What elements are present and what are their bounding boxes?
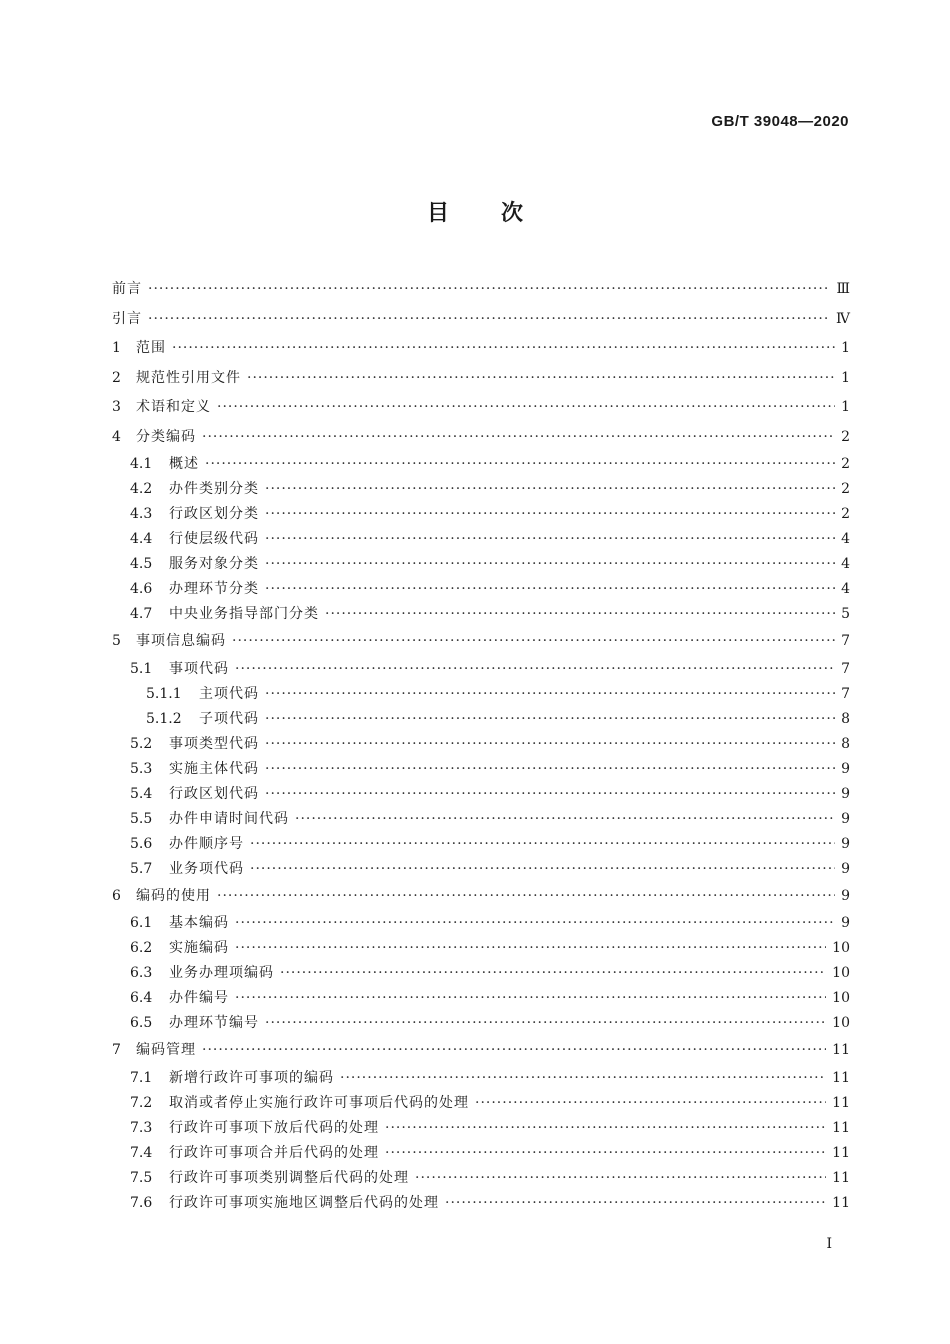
toc-entry-title: 基本编码 (169, 915, 229, 931)
toc-entry[interactable] (112, 911, 850, 936)
toc-entry[interactable] (112, 602, 850, 627)
toc-entry-title: 引言 (112, 310, 142, 327)
toc-entry-page: 11 (832, 1119, 850, 1136)
toc-entry[interactable] (112, 275, 850, 305)
toc-entry-page: 11 (832, 1094, 850, 1111)
toc-entry-number: 4.2 (130, 481, 153, 497)
toc-leader-dots (280, 961, 826, 986)
toc-leader-dots (265, 1011, 826, 1036)
toc-entry[interactable] (112, 936, 850, 961)
toc-entry-number: 4.3 (130, 506, 153, 522)
toc-leader-dots (475, 1091, 826, 1116)
toc-entry-page: 10 (832, 940, 850, 956)
toc-entry-page: Ⅲ (836, 281, 850, 297)
toc-entry-title: 行政区划分类 (169, 506, 259, 522)
toc-entry-page: 7 (841, 685, 850, 702)
toc-entry-page: 9 (841, 785, 850, 802)
toc-leader-dots (202, 1036, 826, 1066)
toc-leader-dots (148, 305, 830, 335)
toc-entry-page: 10 (832, 965, 850, 981)
toc-leader-dots (265, 502, 835, 527)
toc-entry-title: 业务办理项编码 (169, 965, 274, 981)
toc-entry-title: 范围 (136, 340, 166, 356)
toc-entry-title: 办件顺序号 (169, 835, 244, 852)
toc-entry-title: 子项代码 (199, 710, 259, 727)
table-of-contents (112, 275, 850, 1216)
toc-entry-page: 9 (841, 915, 850, 931)
toc-entry[interactable] (112, 682, 850, 707)
toc-leader-dots (247, 364, 835, 394)
toc-entry-number: 7.2 (130, 1094, 153, 1111)
toc-entry[interactable] (112, 857, 850, 882)
toc-entry-number: 6.4 (130, 990, 153, 1006)
toc-leader-dots (205, 452, 835, 477)
toc-leader-dots (295, 807, 835, 832)
toc-entry-number: 7 (112, 1042, 121, 1058)
toc-entry-page: 7 (841, 633, 850, 649)
toc-entry-number: 4.6 (130, 581, 153, 597)
toc-entry[interactable] (112, 393, 850, 423)
toc-entry[interactable] (112, 527, 850, 552)
toc-entry[interactable] (112, 707, 850, 732)
toc-entry[interactable] (112, 502, 850, 527)
toc-entry-title: 办件申请时间代码 (169, 810, 289, 827)
toc-entry[interactable] (112, 832, 850, 857)
toc-leader-dots (235, 986, 826, 1011)
toc-leader-dots (235, 936, 826, 961)
toc-entry-title: 业务项代码 (169, 860, 244, 877)
toc-entry-title: 概述 (169, 456, 199, 472)
toc-entry-title: 实施主体代码 (169, 760, 259, 777)
toc-leader-dots (265, 477, 835, 502)
toc-entry-title: 行政区划代码 (169, 785, 259, 802)
toc-entry-number: 6.2 (130, 940, 153, 956)
toc-entry-number: 3 (112, 399, 121, 415)
toc-entry[interactable] (112, 577, 850, 602)
toc-entry[interactable] (112, 1191, 850, 1216)
toc-leader-dots (385, 1116, 826, 1141)
toc-entry[interactable] (112, 452, 850, 477)
toc-leader-dots (265, 577, 835, 602)
toc-entry-page: 9 (841, 760, 850, 777)
toc-entry-number: 5.7 (130, 860, 153, 877)
toc-leader-dots (202, 423, 835, 453)
toc-entry-number: 5.1.2 (146, 710, 182, 727)
toc-entry[interactable] (112, 1166, 850, 1191)
toc-entry-number: 6.1 (130, 915, 153, 931)
toc-entry[interactable] (112, 1066, 850, 1091)
toc-leader-dots (232, 627, 835, 657)
toc-entry-number: 5.2 (130, 735, 153, 752)
toc-entry-number: 7.4 (130, 1144, 153, 1161)
toc-entry[interactable] (112, 552, 850, 577)
toc-leader-dots (172, 334, 835, 364)
toc-entry-title: 规范性引用文件 (136, 369, 241, 386)
toc-entry-number: 5.4 (130, 785, 153, 802)
toc-entry-page: 2 (841, 428, 850, 445)
toc-entry-page: 4 (841, 581, 850, 597)
toc-leader-dots (265, 682, 835, 707)
toc-leader-dots (217, 882, 835, 912)
toc-entry-page: 11 (832, 1069, 850, 1086)
toc-leader-dots (148, 275, 830, 305)
toc-entry-title: 行使层级代码 (169, 531, 259, 547)
toc-entry-title: 事项代码 (169, 660, 229, 677)
toc-entry-title: 编码的使用 (136, 887, 211, 904)
toc-entry-title: 术语和定义 (136, 399, 211, 415)
standard-code: GB/T 39048—2020 (711, 113, 849, 130)
toc-entry-number: 4.5 (130, 556, 153, 572)
toc-leader-dots (445, 1191, 826, 1216)
toc-entry-number: 7.3 (130, 1119, 153, 1136)
toc-entry[interactable] (112, 807, 850, 832)
toc-entry-number: 5.5 (130, 810, 153, 827)
toc-entry[interactable] (112, 423, 850, 453)
toc-leader-dots (340, 1066, 826, 1091)
toc-leader-dots (385, 1141, 826, 1166)
toc-entry-page: 2 (841, 456, 850, 472)
toc-leader-dots (250, 832, 835, 857)
toc-entry-number: 1 (112, 340, 121, 356)
toc-entry[interactable] (112, 1091, 850, 1116)
toc-entry-page: 9 (841, 810, 850, 827)
toc-entry-page: 2 (841, 506, 850, 522)
toc-entry-number: 7.1 (130, 1069, 153, 1086)
toc-entry-title: 编码管理 (136, 1042, 196, 1058)
toc-entry[interactable] (112, 732, 850, 757)
toc-entry[interactable] (112, 657, 850, 682)
toc-entry[interactable] (112, 477, 850, 502)
toc-entry-number: 6.5 (130, 1015, 153, 1031)
toc-entry-page: 4 (841, 531, 850, 547)
toc-leader-dots (325, 602, 835, 627)
toc-leader-dots (265, 552, 835, 577)
toc-entry-page: 8 (841, 735, 850, 752)
toc-entry[interactable] (112, 364, 850, 394)
toc-entry-page: 11 (832, 1144, 850, 1161)
toc-entry-number: 5.1.1 (146, 685, 182, 702)
toc-entry-page: 11 (832, 1194, 850, 1211)
toc-entry-title: 实施编码 (169, 940, 229, 956)
toc-entry[interactable] (112, 1141, 850, 1166)
toc-entry-title: 办件编号 (169, 990, 229, 1006)
toc-entry-number: 6 (112, 887, 121, 904)
toc-entry-title: 行政许可事项合并后代码的处理 (169, 1144, 379, 1161)
toc-leader-dots (265, 757, 835, 782)
toc-entry-page: 5 (841, 606, 850, 622)
toc-leader-dots (217, 393, 835, 423)
toc-entry-number: 4 (112, 428, 121, 445)
toc-entry-page: 1 (841, 399, 850, 415)
toc-entry[interactable] (112, 1036, 850, 1066)
toc-leader-dots (265, 707, 835, 732)
toc-leader-dots (265, 732, 835, 757)
toc-entry[interactable] (112, 782, 850, 807)
toc-entry-title: 办理环节编号 (169, 1015, 259, 1031)
toc-entry-title: 办件类别分类 (169, 481, 259, 497)
toc-entry-number: 4.7 (130, 606, 153, 622)
toc-entry-page: 7 (841, 660, 850, 677)
toc-entry-page: 1 (841, 369, 850, 386)
toc-entry-page: 9 (841, 887, 850, 904)
toc-entry-title: 事项信息编码 (136, 633, 226, 649)
toc-entry[interactable] (112, 757, 850, 782)
toc-leader-dots (265, 527, 835, 552)
toc-entry-number: 4.1 (130, 456, 153, 472)
toc-entry-number: 4.4 (130, 531, 153, 547)
toc-entry-page: 9 (841, 860, 850, 877)
toc-leader-dots (415, 1166, 826, 1191)
toc-entry-title: 前言 (112, 281, 142, 297)
toc-entry[interactable] (112, 882, 850, 912)
page-number: I (826, 1236, 832, 1252)
toc-entry-page: 4 (841, 556, 850, 572)
toc-entry[interactable] (112, 627, 850, 657)
toc-entry-page: 11 (832, 1042, 850, 1058)
toc-entry[interactable] (112, 1011, 850, 1036)
toc-entry-title: 事项类型代码 (169, 735, 259, 752)
toc-entry-page: 10 (832, 1015, 850, 1031)
toc-title: 目次 (426, 201, 575, 226)
toc-entry-number: 7.5 (130, 1169, 153, 1186)
toc-entry-page: 10 (832, 990, 850, 1006)
toc-entry-title: 服务对象分类 (169, 556, 259, 572)
toc-leader-dots (250, 857, 835, 882)
toc-entry-number: 6.3 (130, 965, 153, 981)
toc-entry-number: 5 (112, 633, 121, 649)
toc-entry-title: 行政许可事项类别调整后代码的处理 (169, 1169, 409, 1186)
toc-entry-number: 5.6 (130, 835, 153, 852)
toc-entry-title: 行政许可事项下放后代码的处理 (169, 1119, 379, 1136)
toc-entry-page: 1 (841, 340, 850, 356)
toc-entry-title: 分类编码 (136, 428, 196, 445)
toc-leader-dots (235, 911, 835, 936)
toc-entry-title: 办理环节分类 (169, 581, 259, 597)
toc-entry-page: Ⅳ (836, 310, 850, 327)
toc-entry-page: 2 (841, 481, 850, 497)
toc-entry-title: 新增行政许可事项的编码 (169, 1069, 334, 1086)
toc-entry-number: 7.6 (130, 1194, 153, 1211)
toc-entry[interactable] (112, 334, 850, 364)
toc-entry-title: 主项代码 (199, 685, 259, 702)
toc-entry-title: 行政许可事项实施地区调整后代码的处理 (169, 1194, 439, 1211)
toc-entry-number: 2 (112, 369, 121, 386)
toc-entry-number: 5.1 (130, 660, 153, 677)
toc-leader-dots (265, 782, 835, 807)
toc-entry-page: 8 (841, 710, 850, 727)
toc-entry[interactable] (112, 986, 850, 1011)
toc-entry[interactable] (112, 961, 850, 986)
toc-entry[interactable] (112, 1116, 850, 1141)
toc-entry-page: 11 (832, 1169, 850, 1186)
toc-entry-page: 9 (841, 835, 850, 852)
toc-entry-title: 取消或者停止实施行政许可事项后代码的处理 (169, 1094, 469, 1111)
toc-entry-title: 中央业务指导部门分类 (169, 606, 319, 622)
toc-leader-dots (235, 657, 835, 682)
toc-entry[interactable] (112, 305, 850, 335)
toc-entry-number: 5.3 (130, 760, 153, 777)
